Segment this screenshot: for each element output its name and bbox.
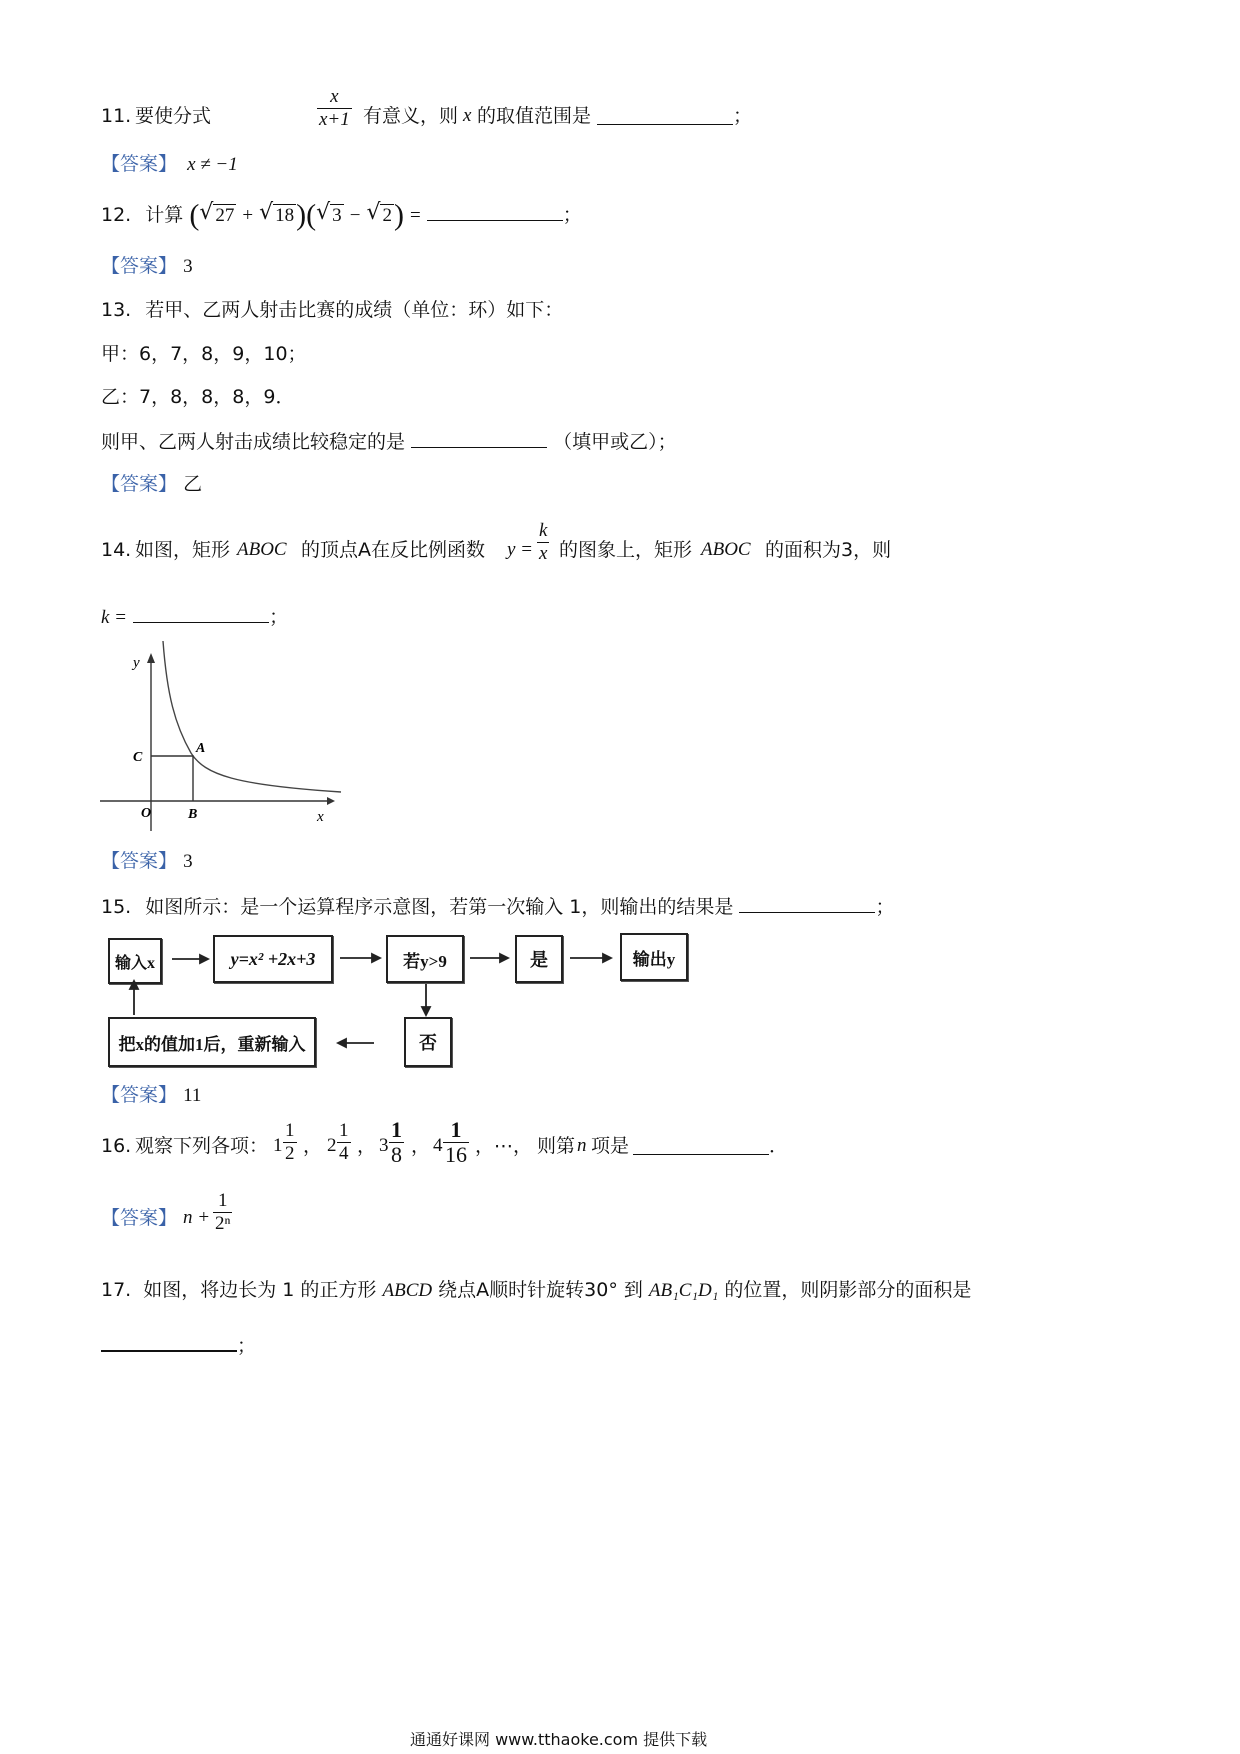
q13-text: 若甲、乙两人射击比赛的成绩（单位：环）如下：: [145, 299, 564, 321]
right-paren: ): [296, 198, 307, 232]
q12-line: [101, 198, 582, 232]
q11-answer-blank[interactable]: [597, 106, 733, 125]
q16-sep: ，: [411, 1135, 431, 1157]
q14-line: [101, 520, 921, 580]
sqrt-3: √ 3: [316, 204, 344, 228]
q14-k-eq: k =: [101, 607, 128, 628]
q15-number: 15.: [101, 896, 132, 918]
q15-answer-blank[interactable]: [739, 894, 875, 913]
q16-answer-n: n +: [183, 1207, 211, 1228]
q11-answer: [101, 152, 238, 177]
q17-square2: AB₁C₁D₁: [648, 1280, 719, 1301]
flow-output-box: 输出y: [620, 933, 688, 981]
y-axis-arrow-icon: [147, 653, 155, 663]
q16-term-whole: 2: [327, 1135, 337, 1156]
page-footer: 通通好课网 www.tthaoke.com 提供下载: [410, 1730, 708, 1749]
flow-condition-box: 若y>9: [386, 935, 464, 983]
q13-line1: [101, 298, 563, 322]
q17-answer-blank[interactable]: [101, 1332, 237, 1352]
equals-sign: =: [410, 205, 421, 226]
q16-number: 16.: [101, 1135, 132, 1157]
sqrt-18: √ 18: [259, 204, 296, 228]
q16-var: n: [577, 1135, 587, 1156]
q14-rect-name: ABOC: [237, 539, 287, 560]
q11-mid: 有意义，则: [363, 105, 459, 127]
q14-mid1: 的顶点A在反比例函数: [301, 539, 485, 561]
q13-answer-blank[interactable]: [411, 429, 547, 448]
q16-term-frac: $\frac{1}{8}$: [391, 1117, 402, 1167]
q15-answer-value: 11: [183, 1085, 202, 1106]
q11-fraction: [317, 86, 352, 131]
q16-end: ．: [769, 1135, 789, 1157]
q14-frac-top: k: [539, 520, 548, 541]
q15-answer: [101, 1083, 201, 1108]
x-axis-arrow-icon: [327, 797, 335, 805]
q15-line: [101, 894, 894, 919]
q14-frac-bottom: x: [539, 543, 548, 564]
q11-frac-bottom: x+1: [319, 109, 350, 130]
O-label: O: [141, 806, 152, 821]
q13-line4-pre: 则甲、乙两人射击成绩比较稳定的是: [101, 431, 406, 453]
q13-line4-post: （填甲或乙）；: [553, 431, 677, 453]
flow-formula-box: y=x² +2x+3: [213, 935, 333, 983]
q17-pre: 如图，将边长为 1 的正方形: [143, 1279, 377, 1301]
q11-end: ；: [733, 105, 753, 127]
right-paren: ): [393, 198, 404, 232]
q16-term-whole: 1: [273, 1135, 283, 1156]
q15-end: ；: [875, 896, 895, 918]
q16-ellipsis: ，⋯，: [475, 1135, 533, 1157]
q13-line2: 甲：6，7，8，9，10；: [101, 343, 307, 365]
q16-answer-frac: $\frac{1}{\text{2ⁿ}}$: [215, 1190, 231, 1234]
flow-no-box: 否: [404, 1017, 452, 1067]
B-label: B: [188, 807, 198, 822]
rectangle-ABOC: [151, 756, 193, 801]
q16-pre: 观察下列各项：: [135, 1135, 269, 1157]
q11-pre: 要使分式: [135, 105, 212, 127]
flow-input-box: 输入x: [108, 938, 162, 984]
q14-number: 14.: [101, 539, 132, 561]
answer-tag: 【答案】: [101, 153, 178, 175]
q14-answer: [101, 849, 193, 874]
q13-line3: 乙：7，8，8，8，9．: [101, 386, 295, 408]
q13-answer: [101, 472, 202, 496]
q16-term-whole: 4: [433, 1135, 443, 1156]
q12-end: ；: [562, 204, 582, 226]
q14-answer-value: 3: [183, 851, 193, 872]
flow-loop-box: 把x的值加1后，重新输入: [108, 1017, 316, 1067]
q17-blank-line: [101, 1332, 256, 1358]
q17-number: 17.: [101, 1279, 132, 1301]
q17-mid: 绕点A顺时针旋转30° 到: [438, 1279, 643, 1301]
hyperbola-curve: [163, 641, 341, 792]
q14-pre: 如图，矩形: [135, 539, 231, 561]
A-label: A: [196, 741, 206, 756]
sqrt-2: √ 2: [366, 204, 394, 228]
flow-arrows: [100, 925, 700, 1075]
q16-term-frac: $\frac{1}{2}$: [285, 1120, 295, 1164]
plus-sign: +: [242, 205, 254, 226]
answer-tag: 【答案】: [101, 850, 178, 872]
q17-line: [101, 1278, 971, 1303]
q12-answer-value: 3: [183, 256, 193, 277]
q16-term-frac: $\frac{1}{4}$: [339, 1120, 349, 1164]
y-label: y: [133, 655, 140, 671]
q16-post: 则第: [537, 1135, 576, 1157]
q11-post: 的取值范围是: [477, 105, 592, 127]
answer-tag: 【答案】: [101, 255, 178, 277]
q13-line4: [101, 429, 677, 454]
q14-y-eq: y =: [507, 539, 534, 560]
q16-sep: ，: [303, 1135, 323, 1157]
q11-frac-top: x: [317, 86, 352, 109]
q14-answer-blank[interactable]: [133, 604, 269, 623]
answer-tag: 【答案】: [101, 1207, 178, 1229]
left-paren: (: [189, 198, 200, 232]
flow-yes-box: 是: [515, 935, 563, 983]
q16-sep: ，: [357, 1135, 377, 1157]
q14-mid3: 的面积为3，则: [765, 539, 892, 561]
q12-number: 12.: [101, 204, 132, 226]
q16-term-whole: 3: [379, 1135, 389, 1156]
q14-rect-name: ABOC: [701, 539, 751, 560]
answer-tag: 【答案】: [101, 1084, 178, 1106]
minus-sign: −: [349, 205, 361, 226]
q14-mid2: 的图象上，矩形: [559, 539, 693, 561]
q12-answer: [101, 254, 193, 279]
q16-line: [101, 1117, 861, 1176]
q13-number: 13.: [101, 299, 132, 321]
q16-answer-blank[interactable]: [633, 1136, 769, 1155]
q15-text: 如图所示：是一个运算程序示意图，若第一次输入 1，则输出的结果是: [145, 896, 734, 918]
q14-end: ；: [269, 606, 289, 628]
sqrt-27: √ 27: [199, 204, 236, 228]
q13-answer-value: 乙: [183, 473, 203, 495]
q11-number: 11.: [101, 105, 132, 127]
q12-pre: 计算: [145, 204, 184, 226]
q11-answer-value: x ≠ −1: [187, 154, 238, 175]
q17-end: ；: [237, 1335, 257, 1357]
q14-k-line: [101, 604, 288, 630]
q11-var: x: [463, 105, 472, 126]
q14-graph: [95, 635, 355, 835]
answer-tag: 【答案】: [101, 473, 178, 495]
q16-post2: 项是: [591, 1135, 630, 1157]
q12-answer-blank[interactable]: [427, 202, 563, 221]
C-label: C: [133, 750, 143, 765]
q17-post: 的位置，则阴影部分的面积是: [724, 1279, 972, 1301]
q17-square: ABCD: [382, 1280, 433, 1301]
q14-fraction: [537, 520, 549, 565]
x-label: x: [317, 809, 324, 825]
q16-term-frac: $\frac{1}{16}$: [445, 1117, 467, 1167]
left-paren: (: [306, 198, 317, 232]
